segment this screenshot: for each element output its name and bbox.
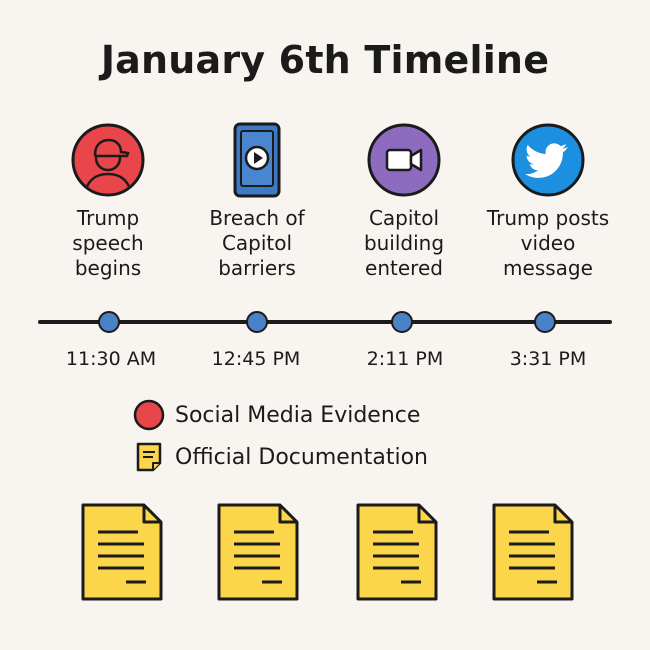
time-label: 3:31 PM [509,348,587,370]
timeline-event-video-post [473,122,623,281]
event-label: Trump posts video message [486,206,610,280]
time-label: 12:45 PM [211,348,301,370]
time-label: 2:11 PM [366,348,444,370]
red-circle-icon [133,399,165,431]
phone-video-icon [219,122,295,198]
video-camera-icon [366,122,442,198]
timeline-event-speech [33,122,183,281]
event-label: Breach of Capitol barriers [209,206,305,280]
timeline-event-entered [329,122,479,281]
time-label: 11:30 AM [65,348,157,370]
timeline-event-breach [182,122,332,281]
legend-label: Official Documentation [175,444,428,470]
timeline-axis [38,320,612,324]
timeline-marker [246,311,268,333]
document-icon [133,441,165,473]
event-label: Trump speech begins [72,206,144,280]
document-icon [491,502,575,602]
timeline-marker [534,311,556,333]
page-title: January 6th Timeline [100,38,550,82]
timeline-marker [391,311,413,333]
twitter-bird-icon [510,122,586,198]
timeline-marker [98,311,120,333]
legend-item-social-media [133,399,420,431]
person-icon [70,122,146,198]
legend-item-official-docs [133,441,428,473]
legend-label: Social Media Evidence [175,402,421,428]
document-icon [355,502,439,602]
document-icon [80,502,164,602]
document-icon [216,502,300,602]
event-label: Capitol building entered [363,206,445,280]
